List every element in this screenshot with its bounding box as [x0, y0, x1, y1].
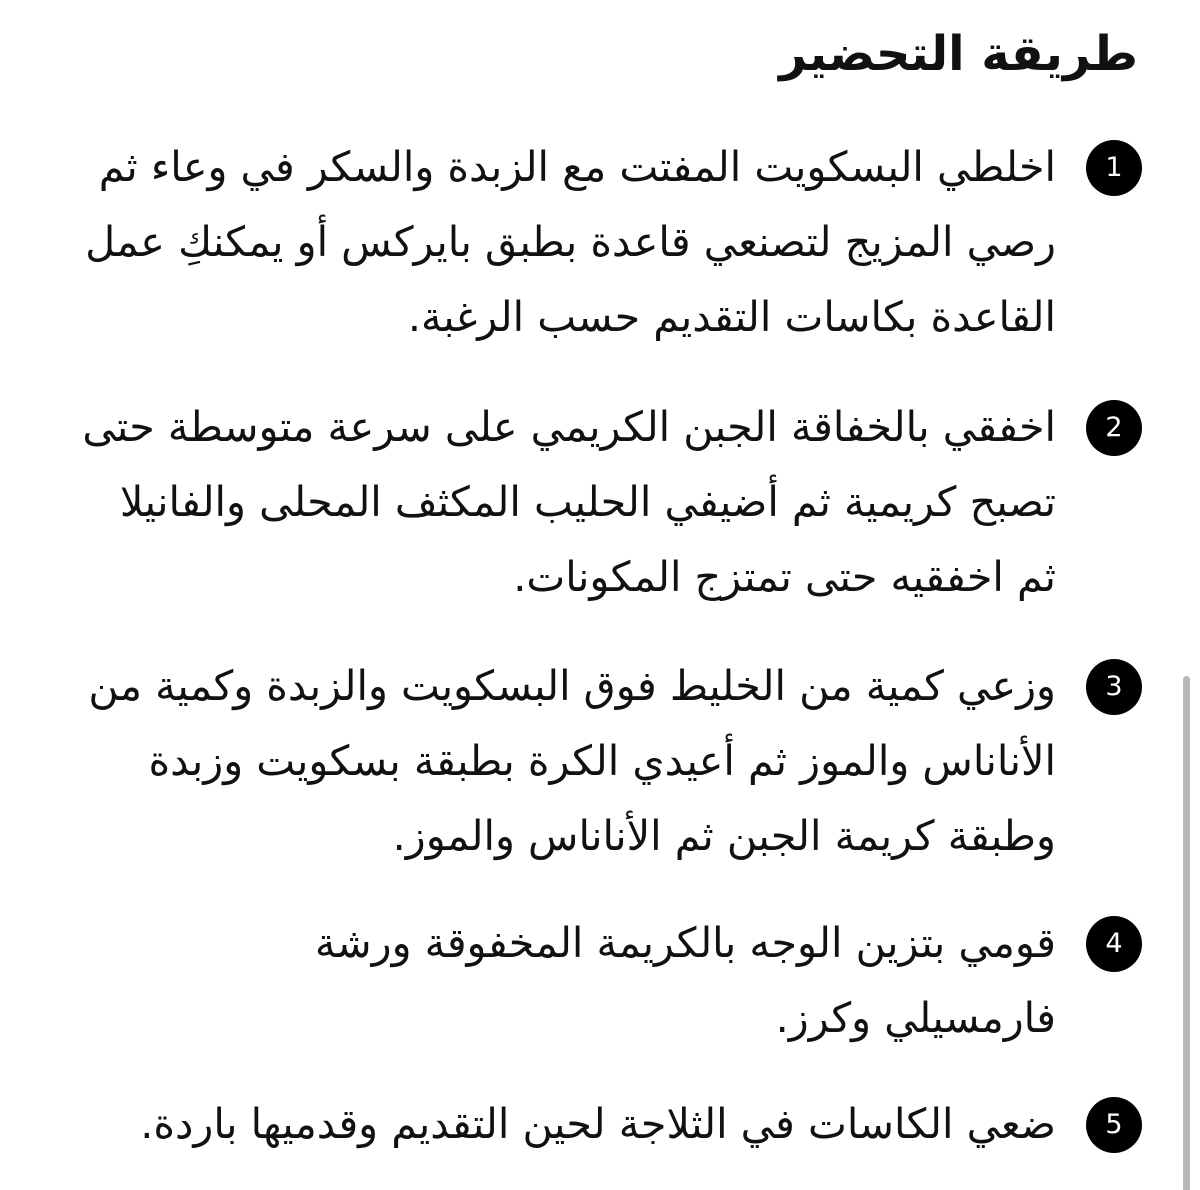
- step-line: [76, 906, 1056, 981]
- step-number-badge: 3: [1086, 659, 1142, 715]
- step-line: [76, 724, 1056, 799]
- step-text: [76, 390, 1056, 615]
- step-line-text: تصبح كريمية ثم أضيفي الحليب المكثف المحلى والفانيلا: [119, 478, 1056, 526]
- step-number-badge: 4: [1086, 916, 1142, 972]
- step-line-text: اخلطي البسكويت المفتت مع الزبدة والسكر في وعاء ثم: [98, 143, 1056, 191]
- step-line: [76, 649, 1056, 724]
- step-text: [76, 1087, 1056, 1162]
- step-text: [76, 649, 1056, 874]
- step-line: [76, 130, 1056, 205]
- section-title: طريقة التحضير: [779, 26, 1138, 82]
- step-line-text: وطبقة كريمة الجبن ثم الأناناس والموز.: [392, 812, 1056, 860]
- step-line-text: القاعدة بكاسات التقديم حسب الرغبة.: [407, 293, 1056, 341]
- step-line-text: وزعي كمية من الخليط فوق البسكويت والزبدة وكمية من: [88, 662, 1056, 710]
- step-line-text: رصي المزيج لتصنعي قاعدة بطبق بايركس أو يمكنكِ عمل: [85, 218, 1056, 266]
- step-number-badge: 5: [1086, 1097, 1142, 1153]
- step-line: [76, 799, 1056, 874]
- step-line: [76, 540, 1056, 615]
- step-text: [76, 906, 1056, 1056]
- step-line-text: الأناناس والموز ثم أعيدي الكرة بطبقة بسكويت وزبدة: [148, 737, 1056, 785]
- step-line: [76, 1087, 1056, 1162]
- step-number-badge: 2: [1086, 400, 1142, 456]
- step-number-badge: 1: [1086, 140, 1142, 196]
- step-line: [76, 280, 1056, 355]
- step-line-text: ثم اخفقيه حتى تمتزج المكونات.: [513, 553, 1056, 601]
- step-line-text: ضعي الكاسات في الثلاجة لحين التقديم وقدميها باردة.: [140, 1100, 1056, 1148]
- step-line: [76, 465, 1056, 540]
- scrollbar[interactable]: [1180, 0, 1194, 1190]
- scrollbar-thumb[interactable]: [1183, 676, 1190, 1190]
- step-line-text: اخفقي بالخفاقة الجبن الكريمي على سرعة متوسطة حتى: [82, 403, 1056, 451]
- step-line: [76, 205, 1056, 280]
- step-line: [76, 981, 1056, 1056]
- step-text: [76, 130, 1056, 355]
- step-line-text: فارمسيلي وكرز.: [775, 994, 1056, 1042]
- step-line: [76, 390, 1056, 465]
- step-line-text: قومي بتزين الوجه بالكريمة المخفوقة ورشة: [314, 919, 1056, 967]
